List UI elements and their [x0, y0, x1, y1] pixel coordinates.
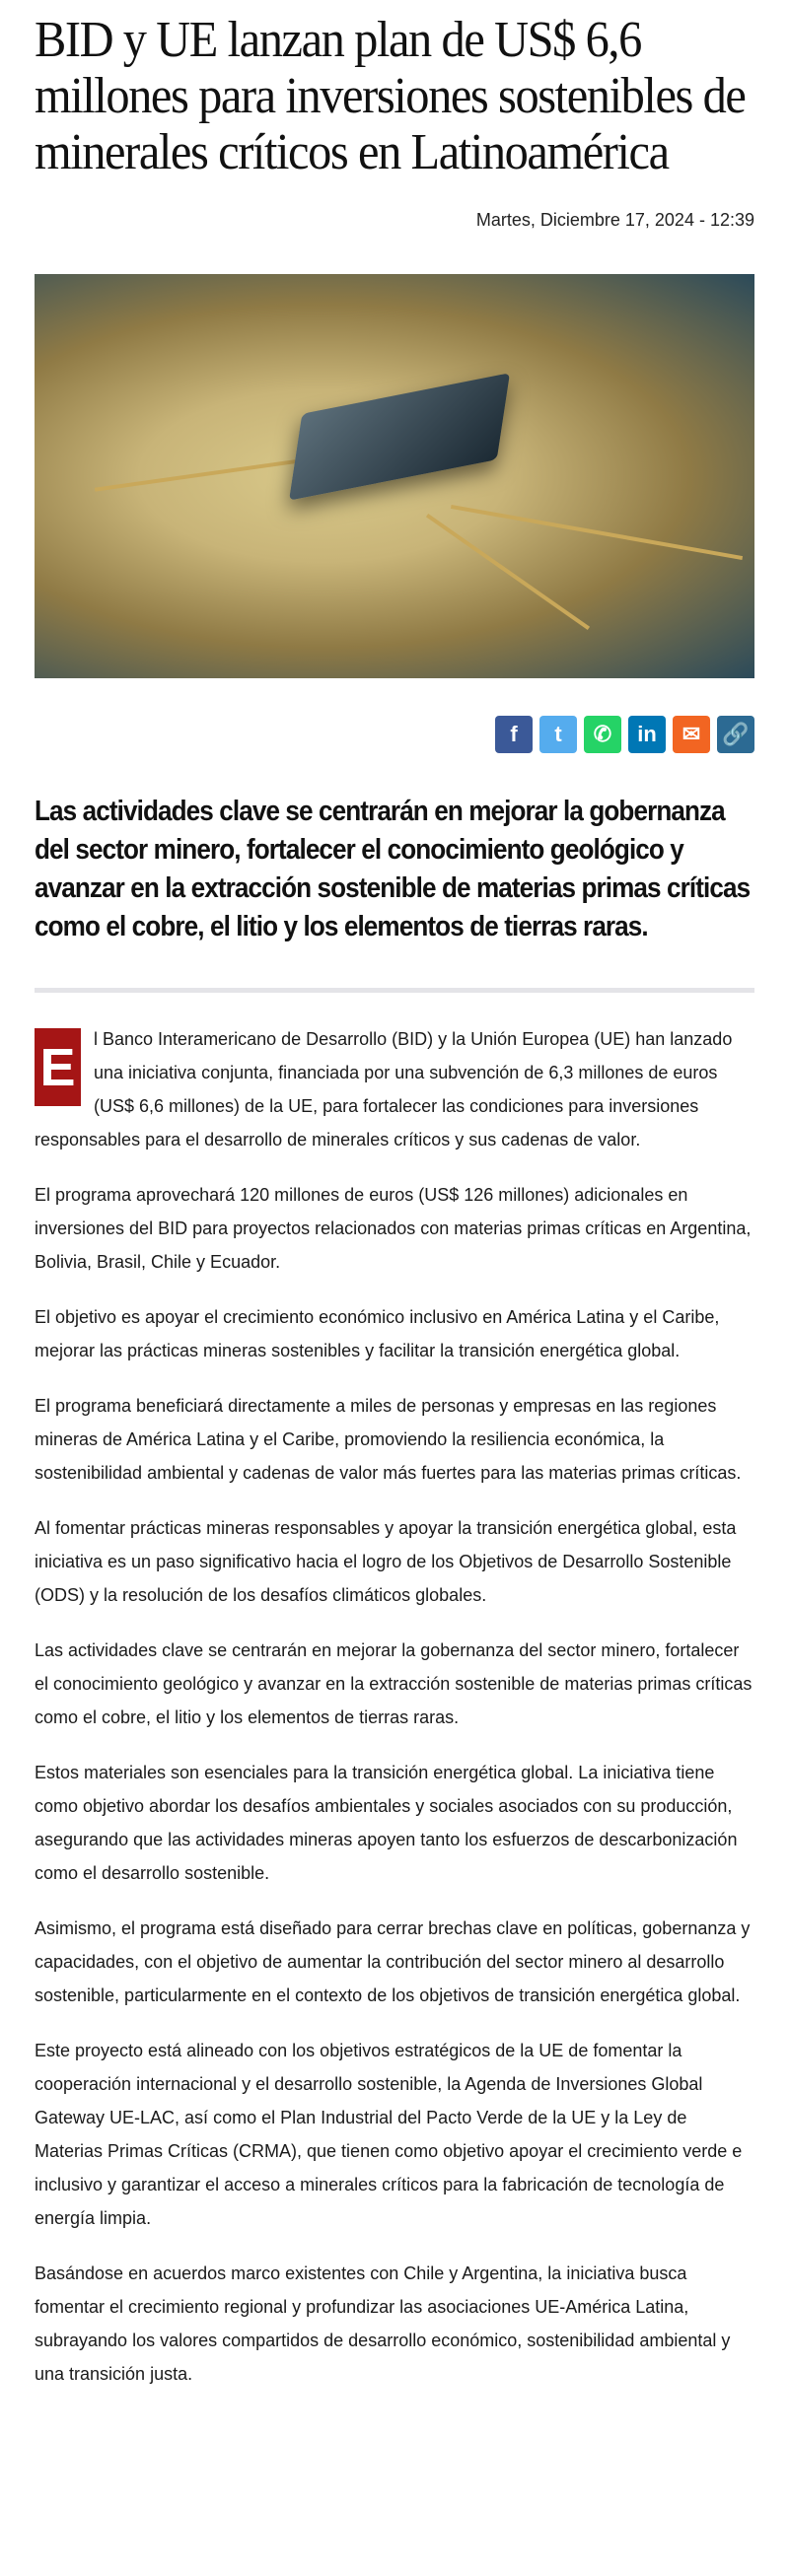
article-body: [35, 1022, 754, 2391]
article-date: Martes, Diciembre 17, 2024 - 12:39: [475, 210, 754, 230]
paragraph: El programa aprovechará 120 millones de euros (US$ 126 millones) adicionales en inversiones del BID para proyectos relacionados con materias primas críticas en Argentina, Bolivia, Brasil, Chile y Ecuador.: [35, 1185, 752, 1272]
facebook-share-button[interactable]: [495, 716, 533, 753]
divider: [35, 988, 754, 993]
whatsapp-share-button[interactable]: [584, 716, 621, 753]
paragraph: Este proyecto está alineado con los objetivos estratégicos de la UE de fomentar la cooperación internacional y el desarrollo sostenible, la Agenda de Inversiones Global Gateway UE-LAC, así como el Plan Industrial del Pacto Verde de la UE y la Ley de Materias Primas Críticas (CRMA), que tienen como objetivo apoyar el crecimiento verde e inclusivo y garantizar el acceso a minerales críticos para la fabricación de tecnología de energía limpia.: [35, 2041, 743, 2228]
drop-cap: E: [35, 1028, 81, 1106]
facebook-icon: f: [510, 722, 518, 746]
paragraph: Asimismo, el programa está diseñado para cerrar brechas clave en políticas, gobernanza y capacidades, con el objetivo de aumentar la contribución del sector minero al desarrollo sostenible, particularmente en el contexto de los objetivos de transición energética global.: [35, 1918, 751, 2005]
email-icon: ✉: [681, 722, 701, 746]
twitter-icon: t: [554, 722, 562, 746]
linkedin-share-button[interactable]: [628, 716, 666, 753]
link-share-button[interactable]: [717, 716, 754, 753]
microchip-graphic: [289, 373, 510, 501]
article-lead: Las actividades clave se centrarán en mejorar la gobernanza del sector minero, fortalecer el conocimiento geológico y avanzar en la extracción sostenible de materias primas críticas como el cobre, el litio y los elementos de tierras raras.: [35, 796, 751, 942]
whatsapp-icon: ✆: [593, 722, 612, 746]
article: [0, 12, 789, 2391]
twitter-share-button[interactable]: [539, 716, 577, 753]
hero-image: [35, 274, 754, 678]
article-title: BID y UE lanzan plan de US$ 6,6 millones para inversiones sostenibles de minerales críticos en Latinoamérica: [35, 12, 746, 180]
paragraph: Las actividades clave se centrarán en mejorar la gobernanza del sector minero, fortalecer el conocimiento geológico y avanzar en la extracción sostenible de materias primas críticas como el cobre, el litio y los elementos de tierras raras.: [35, 1640, 753, 1727]
paragraph: Basándose en acuerdos marco existentes con Chile y Argentina, la iniciativa busca fomentar el crecimiento regional y profundizar las asociaciones UE-América Latina, subrayando los valores compartidos de desarrollo económico, sostenibilidad ambiental y una transición justa.: [35, 2263, 731, 2384]
paragraph: Estos materiales son esenciales para la transición energética global. La iniciativa tiene como objetivo abordar los desafíos ambientales y sociales asociados con su producción, asegurando que las actividades mineras apoyen tanto los esfuerzos de descarbonización como el desarrollo sostenible.: [35, 1763, 738, 1883]
paragraph: [35, 1022, 754, 1156]
paragraph-text: l Banco Interamericano de Desarrollo (BID) y la Unión Europea (UE) han lanzado una iniciativa conjunta, financiada por una subvención de 6,3 millones de euros (US$ 6,6 millones) de la UE, para fortalecer las condiciones para inversiones responsables para el desarrollo de minerales críticos y sus cadenas de valor.: [35, 1029, 733, 1149]
linkedin-icon: in: [637, 722, 657, 746]
link-icon: 🔗: [722, 722, 750, 746]
share-bar: [35, 716, 754, 753]
paragraph: Al fomentar prácticas mineras responsables y apoyar la transición energética global, esta iniciativa es un paso significativo hacia el logro de los Objetivos de Desarrollo Sostenible (ODS) y la resolución de los desafíos climáticos globales.: [35, 1518, 737, 1605]
email-share-button[interactable]: [673, 716, 710, 753]
paragraph: El objetivo es apoyar el crecimiento económico inclusivo en América Latina y el Caribe, mejorar las prácticas mineras sostenibles y facilitar la transición energética global.: [35, 1307, 720, 1360]
paragraph: El programa beneficiará directamente a miles de personas y empresas en las regiones mineras de América Latina y el Caribe, promoviendo la resiliencia económica, la sostenibilidad ambiental y cadenas de valor más fuertes para las materias primas críticas.: [35, 1396, 742, 1483]
